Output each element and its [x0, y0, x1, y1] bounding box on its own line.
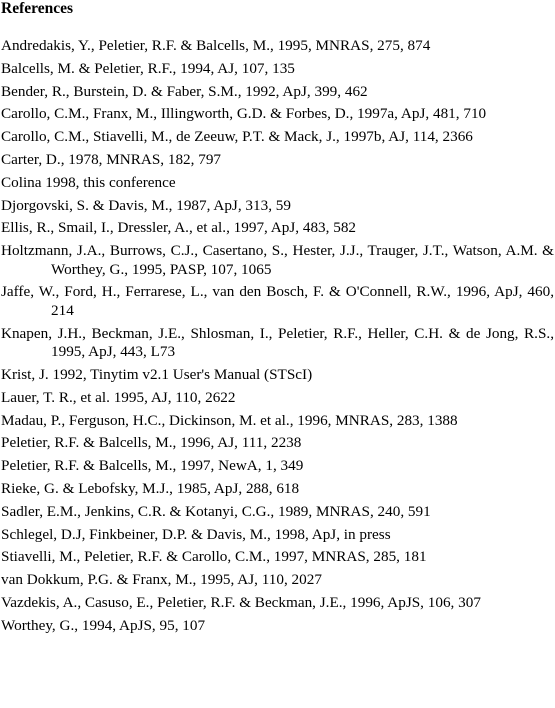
reference-entry: Djorgovski, S. & Davis, M., 1987, ApJ, 313, 59: [1, 196, 291, 214]
reference-entry: Peletier, R.F. & Balcells, M., 1997, NewA, 1, 349: [1, 457, 304, 475]
reference-entry: Peletier, R.F. & Balcells, M., 1996, AJ, 111, 2238: [1, 434, 302, 452]
reference-entry: Madau, P., Ferguson, H.C., Dickinson, M. et al., 1996, MNRAS, 283, 1388: [1, 411, 458, 429]
reference-entry: Carollo, C.M., Stiavelli, M., de Zeeuw, P.T. & Mack, J., 1997b, AJ, 114, 2366: [1, 128, 473, 146]
reference-entry: Balcells, M. & Peletier, R.F., 1994, AJ, 107, 135: [1, 59, 295, 77]
reference-entry: Carollo, C.M., Franx, M., Illingworth, G.D. & Forbes, D., 1997a, ApJ, 481, 710: [1, 105, 487, 123]
reference-entry: Carter, D., 1978, MNRAS, 182, 797: [1, 150, 222, 168]
reference-entry: Krist, J. 1992, Tinytim v2.1 User's Manual (STScI): [1, 366, 313, 384]
reference-entry: Jaffe, W., Ford, H., Ferrarese, L., van den Bosch, F. & O'Connell, R.W., 1996, ApJ, 460, 214: [1, 283, 554, 319]
reference-entry: Schlegel, D.J, Finkbeiner, D.P. & Davis, M., 1998, ApJ, in press: [1, 525, 391, 543]
reference-entry: Stiavelli, M., Peletier, R.F. & Carollo, C.M., 1997, MNRAS, 285, 181: [1, 548, 427, 566]
reference-entry: Worthey, G., 1994, ApJS, 95, 107: [1, 616, 206, 634]
reference-entry: Colina 1998, this conference: [1, 173, 176, 191]
references-heading: References: [1, 0, 74, 17]
reference-entry: Knapen, J.H., Beckman, J.E., Shlosman, I., Peletier, R.F., Heller, C.H. & de Jong, R.S., 1995, ApJ, 443, L73: [1, 324, 554, 361]
reference-entry: Holtzmann, J.A., Burrows, C.J., Casertano, S., Hester, J.J., Trauger, J.T., Watson, A.M. & Worthey, G., 1995, PASP, 107, 1065: [1, 242, 554, 278]
reference-entry: Sadler, E.M., Jenkins, C.R. & Kotanyi, C.G., 1989, MNRAS, 240, 591: [1, 502, 431, 520]
reference-entry: van Dokkum, P.G. & Franx, M., 1995, AJ, 110, 2027: [1, 571, 322, 589]
reference-entry: Vazdekis, A., Casuso, E., Peletier, R.F. & Beckman, J.E., 1996, ApJS, 106, 307: [1, 594, 481, 612]
reference-entry: Andredakis, Y., Peletier, R.F. & Balcells, M., 1995, MNRAS, 275, 874: [1, 37, 431, 54]
reference-list: [1, 37, 555, 635]
reference-entry: Bender, R., Burstein, D. & Faber, S.M., 1992, ApJ, 399, 462: [1, 82, 368, 100]
reference-entry: Ellis, R., Smail, I., Dressler, A., et al., 1997, ApJ, 483, 582: [1, 219, 357, 237]
reference-entry: Rieke, G. & Lebofsky, M.J., 1985, ApJ, 288, 618: [1, 480, 300, 498]
reference-entry: Lauer, T. R., et al. 1995, AJ, 110, 2622: [1, 388, 236, 406]
